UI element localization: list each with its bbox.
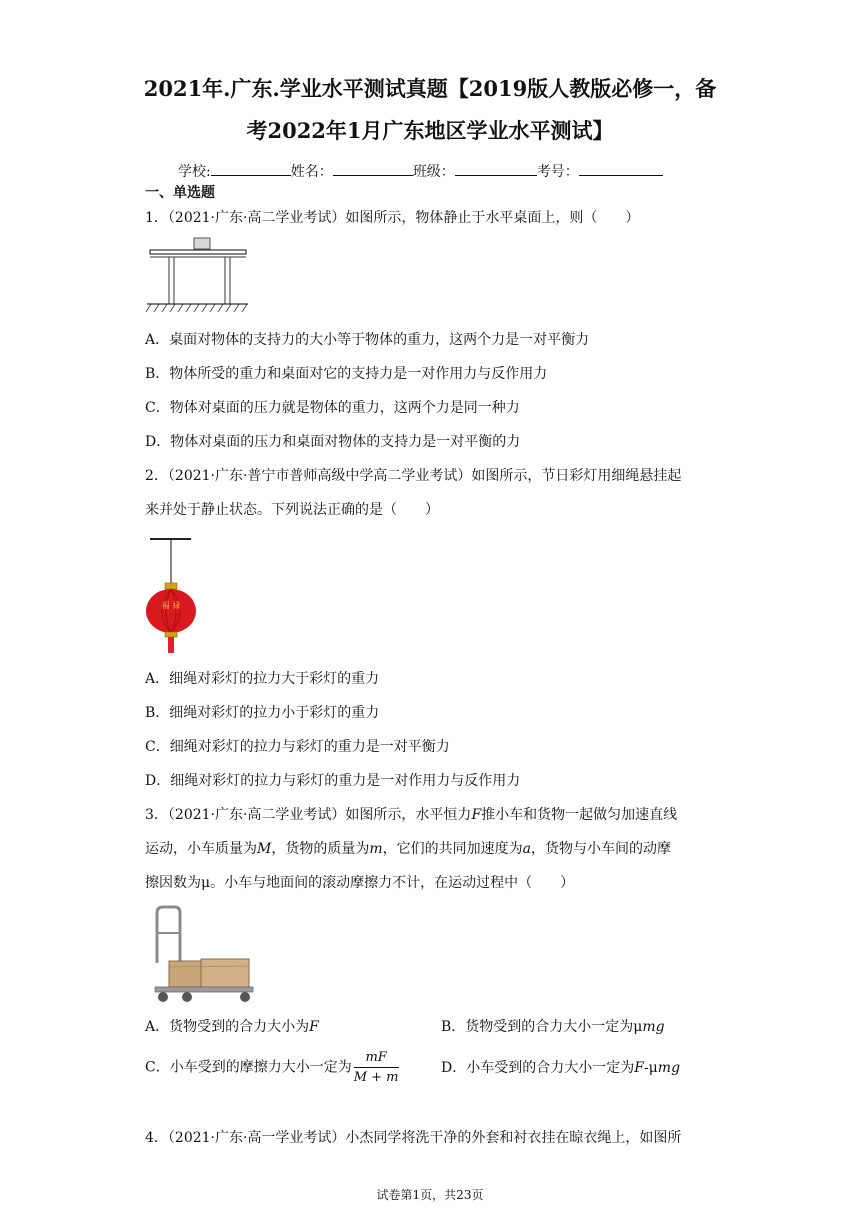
- q2-option-b: B．细绳对彩灯的拉力小于彩灯的重力: [145, 705, 380, 721]
- q3-text: ，货物的质量为: [271, 841, 370, 857]
- cart-wheel: [182, 992, 192, 1002]
- table-top: [150, 250, 246, 254]
- q3-stem-line2: [145, 842, 671, 856]
- q2-option-a: A．细绳对彩灯的拉力大于彩灯的重力: [145, 671, 380, 687]
- var-mg: mg: [657, 1060, 681, 1076]
- name-label: 姓名：: [290, 164, 333, 180]
- object-block: [194, 238, 210, 249]
- q3-option-a-text: A．货物受到的合力大小为: [145, 1019, 310, 1035]
- class-label: 班级：: [412, 164, 455, 180]
- q3-option-a: [145, 1020, 319, 1034]
- exam-no-blank: [579, 163, 663, 176]
- q3-option-c-text: C．小车受到的摩擦力大小一定为: [145, 1059, 352, 1076]
- var-mg: mg: [642, 1019, 665, 1035]
- page-footer: 试卷第1页，共23页: [376, 1188, 484, 1202]
- fraction-mF-over-M-plus-m: [354, 1050, 399, 1085]
- q3-option-b-text: B．货物受到的合力大小一定为μ: [441, 1019, 643, 1035]
- var-F: F: [471, 807, 482, 823]
- cart-wheel: [240, 992, 250, 1002]
- q3-option-c: [145, 1050, 399, 1085]
- q3-stem-line3: 擦因数为μ。小车与地面间的滚动摩擦力不计，在运动过程中（ ）: [145, 875, 575, 891]
- lantern-body: [146, 589, 196, 633]
- lantern-bottom-cap: [165, 632, 177, 637]
- box-right: [201, 959, 249, 987]
- q3-option-d-text: D．小车受到的合力大小一定为: [441, 1060, 635, 1076]
- q1-stem: 1．（2021·广东·高二学业考试）如图所示，物体静止于水平桌面上，则（ ）: [145, 210, 640, 226]
- var-a: a: [522, 841, 531, 857]
- q2-stem-line2: 来并处于静止状态。下列说法正确的是（ ）: [145, 502, 439, 518]
- q2-stem-line1: 2．（2021·广东·普宁市普师高级中学高二学业考试）如图所示，节日彩灯用细绳悬挂起: [145, 468, 682, 484]
- lantern-characters: 福 禄: [161, 601, 181, 610]
- cart-handle: [157, 907, 180, 963]
- ground-hatching: [146, 304, 247, 312]
- q2-option-c: C．细绳对彩灯的拉力与彩灯的重力是一对平衡力: [145, 739, 450, 755]
- table-leg-right: [225, 257, 230, 304]
- student-info-line: [178, 161, 663, 181]
- school-blank: [211, 163, 291, 176]
- fraction-numerator: mF: [354, 1050, 399, 1068]
- box-left: [169, 961, 203, 987]
- school-label: 学校:: [178, 164, 211, 180]
- q3-text: 3．（2021·广东·高二学业考试）如图所示，水平恒力: [145, 807, 472, 823]
- exam-no-label: 考号：: [536, 164, 579, 180]
- name-blank: [333, 163, 413, 176]
- q1-table-figure: [145, 236, 250, 318]
- cart-wheel: [158, 992, 168, 1002]
- page-title-line1: 2021年.广东.学业水平测试真题【2019版人教版必修一，备: [143, 76, 717, 101]
- minus-mu: -μ: [643, 1060, 658, 1076]
- q3-text: ，它们的共同加速度为: [382, 841, 523, 857]
- q2-option-d: D．细绳对彩灯的拉力与彩灯的重力是一对作用力与反作用力: [145, 773, 521, 789]
- cart-platform: [155, 987, 253, 992]
- q3-stem-line1: [145, 808, 677, 822]
- class-blank: [455, 163, 537, 176]
- q1-option-b: B．物体所受的重力和桌面对它的支持力是一对作用力与反作用力: [145, 366, 548, 382]
- q1-option-d: D．物体对桌面的压力和桌面对物体的支持力是一对平衡的力: [145, 434, 521, 450]
- q3-option-d: [441, 1061, 680, 1075]
- q1-option-a: A．桌面对物体的支持力的大小等于物体的重力，这两个力是一对平衡力: [145, 332, 590, 348]
- var-F: F: [309, 1019, 319, 1035]
- fraction-denominator: M + m: [353, 1070, 399, 1085]
- var-F: F: [634, 1060, 644, 1076]
- lantern-top-cap: [165, 583, 177, 589]
- q2-lantern-figure: [145, 536, 205, 656]
- q3-text: 推小车和货物一起做匀加速直线: [481, 807, 678, 823]
- q4-stem-line1: 4．（2021·广东·高一学业考试）小杰同学将洗干净的外套和衬衣挂在晾衣绳上，如图所: [145, 1130, 682, 1146]
- q3-text: ，货物与小车间的动摩: [530, 841, 671, 857]
- q1-option-c: C．物体对桌面的压力就是物体的重力，这两个力是同一种力: [145, 400, 520, 416]
- section-title: 一、单选题: [145, 185, 215, 201]
- var-m: m: [369, 841, 383, 857]
- page-title-line2: 考2022年1月广东地区学业水平测试】: [246, 118, 614, 143]
- q3-option-b: [441, 1020, 665, 1034]
- q3-cart-figure: [147, 903, 257, 1005]
- lantern-tassel: [168, 637, 174, 653]
- q3-text: 运动，小车质量为: [145, 841, 257, 857]
- var-M: M: [257, 841, 272, 857]
- table-leg-left: [169, 257, 174, 304]
